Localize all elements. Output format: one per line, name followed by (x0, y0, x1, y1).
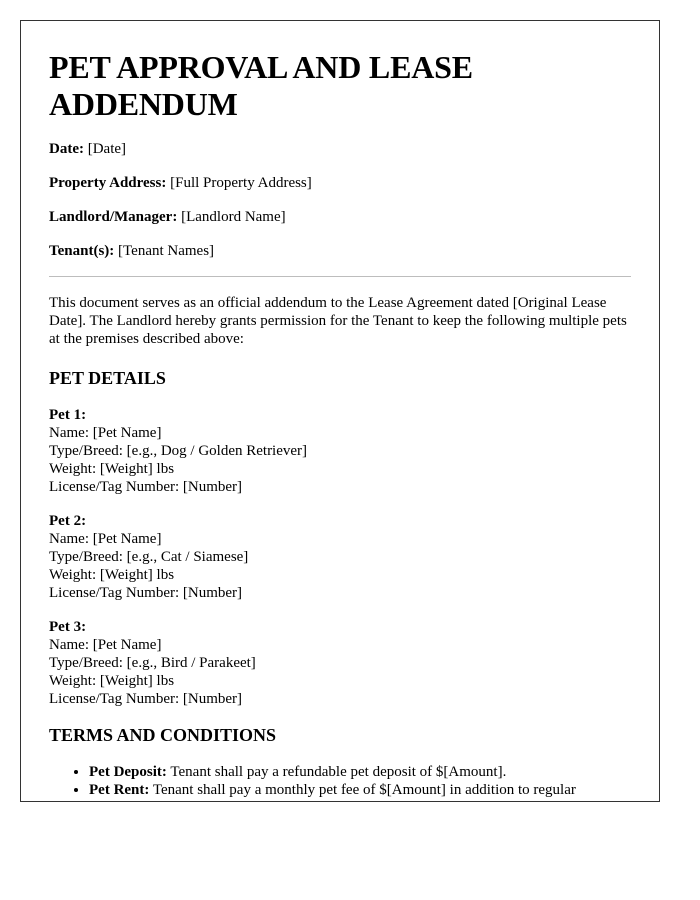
document-title-line1: PET APPROVAL AND LEASE (49, 49, 473, 85)
pet-breed: Type/Breed: [e.g., Bird / Parakeet] (49, 655, 256, 671)
terms-heading: TERMS AND CONDITIONS (49, 725, 277, 745)
term-item-pet-rent (89, 781, 631, 799)
pet-title: Pet 2: (49, 513, 87, 529)
pet-breed: Type/Breed: [e.g., Cat / Siamese] (49, 549, 249, 565)
meta-date-value: [Date] (87, 141, 127, 157)
pet-license: License/Tag Number: [Number] (49, 691, 243, 707)
meta-property-address (49, 174, 631, 192)
meta-tenants-label: Tenant(s): (49, 243, 115, 259)
meta-landlord-value: [Landlord Name] (181, 209, 286, 225)
pet-title: Pet 3: (49, 619, 87, 635)
meta-tenants (49, 242, 631, 260)
document-content (49, 49, 631, 799)
pet-title: Pet 1: (49, 407, 87, 423)
pet-weight: Weight: [Weight] lbs (49, 673, 175, 689)
pet-name: Name: [Pet Name] (49, 637, 162, 653)
term-text: Tenant shall pay a monthly pet fee of $[Amount] in addition to regular (149, 782, 576, 798)
pet-weight: Weight: [Weight] lbs (49, 567, 175, 583)
pet-name: Name: [Pet Name] (49, 531, 162, 547)
term-label: Pet Deposit: (89, 764, 167, 780)
document-title-line2: ADDENDUM (49, 86, 238, 122)
pet-license: License/Tag Number: [Number] (49, 479, 243, 495)
pet-details-heading: PET DETAILS (49, 368, 166, 388)
pet-name: Name: [Pet Name] (49, 425, 162, 441)
meta-property-address-value: [Full Property Address] (170, 175, 312, 191)
pet-weight: Weight: [Weight] lbs (49, 461, 175, 477)
intro-paragraph: This document serves as an official addendum to the Lease Agreement dated [Original Lease Date]. The Landlord hereby grants permission for the Tenant to keep the following multiple pets at the premises described above: (49, 295, 627, 347)
meta-tenants-value: [Tenant Names] (118, 243, 215, 259)
document-page (20, 20, 660, 802)
document-title (49, 49, 631, 123)
meta-date (49, 140, 631, 158)
pet-license: License/Tag Number: [Number] (49, 585, 243, 601)
meta-date-label: Date: (49, 141, 84, 157)
meta-property-address-label: Property Address: (49, 175, 167, 191)
pet-breed: Type/Breed: [e.g., Dog / Golden Retriever] (49, 443, 308, 459)
term-item-pet-deposit (89, 763, 631, 781)
pet-entry-1 (49, 406, 631, 496)
section-divider (49, 276, 631, 277)
pet-entry-3 (49, 618, 631, 708)
term-label: Pet Rent: (89, 782, 150, 798)
pet-entry-2 (49, 512, 631, 602)
meta-landlord (49, 208, 631, 226)
terms-list (49, 763, 631, 799)
meta-landlord-label: Landlord/Manager: (49, 209, 178, 225)
term-text: Tenant shall pay a refundable pet deposit of $[Amount]. (166, 764, 507, 780)
